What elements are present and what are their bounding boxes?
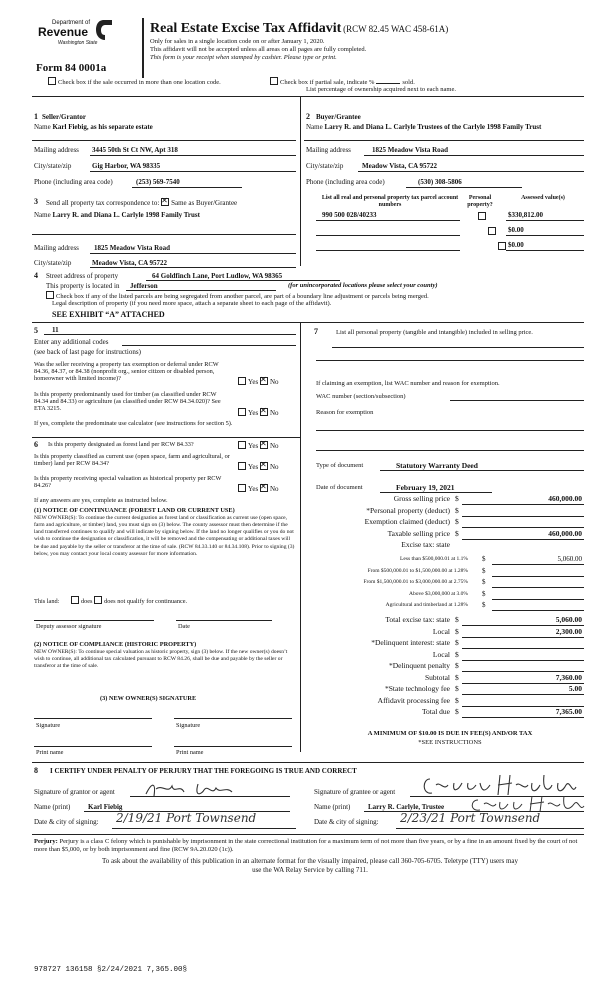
parcel-assessed-value[interactable]: $0.00 — [508, 241, 524, 249]
seller-name-label: Name — [34, 123, 51, 131]
property-county[interactable]: Jefferson — [130, 282, 158, 290]
tax-corr-row — [46, 198, 237, 207]
total-row-label: *Delinquent interest: state — [371, 638, 450, 647]
percentage-note: List percentage of ownership acquired next to each name. — [306, 86, 456, 93]
seller-city[interactable]: Gig Harbor, WA 98335 — [92, 162, 161, 170]
certify-text: I CERTIFY UNDER PENALTY OF PERJURY THAT THE FOREGOING IS TRUE AND CORRECT — [50, 767, 357, 775]
bracket-currency: $ — [482, 589, 486, 598]
q-historic-answer[interactable] — [238, 484, 279, 493]
owner-print-name-2: Print name — [176, 749, 204, 756]
parcel-col-account: List all real and personal property tax parcel account numbers — [321, 195, 459, 208]
no-label: No — [269, 409, 279, 417]
buyer-city-label: City/state/zip — [306, 162, 344, 170]
tax-row-label: *Personal property (deduct) — [366, 505, 450, 515]
buyer-mailing-label: Mailing address — [306, 146, 351, 154]
tax-row-currency: $ — [455, 528, 459, 538]
multi-location-check[interactable] — [48, 77, 221, 86]
no-label: No — [269, 463, 279, 471]
bracket-value[interactable]: 5,060.00 — [557, 555, 582, 563]
total-row-currency: $ — [455, 661, 459, 670]
total-row-value[interactable]: 7,360.00 — [555, 672, 582, 682]
grantee-date-label: Date & city of signing: — [314, 818, 379, 826]
owner-signature-label-2: Signature — [176, 722, 201, 729]
buyer-number: 2 — [306, 112, 310, 121]
see-instructions: *SEE INSTRUCTIONS — [418, 739, 482, 746]
form-rcw: (RCW 82.45 WAC 458-61A) — [343, 24, 449, 34]
total-row-label: Total excise tax: state — [385, 615, 450, 624]
sold-label: sold. — [402, 79, 415, 86]
perjury-notice — [34, 838, 584, 855]
buyer-city[interactable]: Meadow Vista, CA 95722 — [362, 162, 438, 170]
doc-type-label: Type of document — [316, 462, 364, 469]
if-any-note: If any answers are yes, complete as instructed below. — [34, 497, 168, 504]
total-row-currency: $ — [455, 626, 459, 636]
bracket-currency: $ — [482, 578, 486, 587]
yes-label: Yes — [248, 378, 259, 386]
grantee-date[interactable]: 2/23/21 Port Townsend — [400, 811, 541, 825]
minimum-note: A MINIMUM OF $10.00 IS DUE IN FEE(S) AND/OR TAX — [367, 730, 533, 737]
buyer-phone[interactable]: (530) 308-5806 — [418, 178, 462, 186]
grantor-signature-stroke-icon — [142, 780, 262, 800]
grantor-sig-label: Signature of grantor or agent — [34, 788, 115, 796]
form-number: Form 84 0001a — [36, 62, 107, 74]
total-row-currency: $ — [455, 684, 459, 693]
notice3-title: (3) NEW OWNER(S) SIGNATURE — [100, 695, 197, 702]
q-current-use-answer[interactable] — [238, 462, 279, 471]
revenue-logo — [34, 20, 114, 56]
q-forest-no-checkbox[interactable] — [260, 441, 268, 449]
exemption-label: If claiming an exemption, list WAC number and reason for exemption. — [316, 380, 500, 387]
q-exempt-no-checkbox[interactable] — [260, 377, 268, 385]
section5-code[interactable]: 11 — [52, 326, 59, 334]
tax-row-value[interactable]: 460,000.00 — [548, 528, 582, 538]
bracket-label: From $1,500,000.01 to $3,000,000.00 at 2.75% — [363, 579, 468, 586]
bracket-label: Agricultural and timberland at 1.28% — [385, 602, 468, 609]
does-not-checkbox[interactable] — [94, 596, 102, 604]
partial-sale-checkbox[interactable] — [270, 77, 278, 85]
does-not-label: does not qualify for continuance. — [104, 598, 188, 605]
unincorporated-note: (for unincorporated locations please select your county) — [288, 282, 438, 289]
recording-stamp: 978727 136158 §2/24/2021 7,365.00§ — [34, 966, 188, 974]
seller-number: 1 — [34, 112, 38, 121]
codes-note: (see back of last page for instructions) — [34, 348, 141, 356]
parcel-assessed-value[interactable]: $330,812.00 — [508, 211, 543, 219]
property-street[interactable]: 64 Goldfinch Lane, Port Ludlow, WA 98365 — [152, 272, 283, 280]
parcel-assessed-value[interactable]: $0.00 — [508, 226, 524, 234]
doc-date[interactable]: February 19, 2021 — [396, 483, 455, 492]
logo-dept-text: Department of — [52, 20, 91, 26]
grantee-name-label: Name (print) — [314, 803, 351, 811]
tax-corr-number: 3 — [34, 197, 38, 206]
seller-heading: Seller/Grantor — [42, 113, 86, 121]
this-land-label: This land: — [34, 598, 60, 605]
q-current-use: Is this property classified as current use (open space, farm and agricultural, or timber) land per RCW 84.34? — [34, 453, 230, 468]
multi-location-checkbox[interactable] — [48, 77, 56, 85]
q-timber-no-checkbox[interactable] — [260, 408, 268, 416]
doc-date-label: Date of document — [316, 484, 363, 491]
notice1-title: (1) NOTICE OF CONTINUANCE (FOREST LAND OR CURRENT USE) — [34, 507, 235, 514]
tax-corr-label: Send all property tax correspondence to: — [46, 199, 160, 207]
located-label: This property is located in — [46, 282, 120, 290]
buyer-name[interactable]: Larry R. and Diana L. Carlyle Trustees of the Carlyle 1998 Family Trust — [324, 123, 542, 131]
street-label: Street address of property — [46, 272, 119, 280]
buyer-phone-label: Phone (including area code) — [306, 178, 385, 186]
legal-description[interactable]: SEE EXHIBIT “A” ATTACHED — [52, 310, 165, 319]
parcel-col-assessed: Assessed value(s) — [521, 195, 565, 201]
bracket-label: From $500,000.01 to $1,500,000.00 at 1.28% — [367, 567, 468, 574]
total-row-currency: $ — [455, 695, 459, 705]
seller-name[interactable]: Karl Fiebig, as his separate estate — [52, 123, 153, 131]
no-label: No — [269, 442, 279, 450]
total-row-label: *State technology fee — [385, 684, 450, 693]
tax-row-label: Exemption claimed (deduct) — [364, 517, 450, 526]
grantor-name-label: Name (print) — [34, 803, 71, 811]
total-row-value[interactable]: 5.00 — [568, 684, 582, 693]
tax-row-label: Excise tax: state — [401, 540, 450, 549]
legal-note: Legal description of property (if you need more space, attach a separate sheet to each page of the affidavit). — [52, 300, 332, 307]
section7-number: 7 — [314, 327, 318, 336]
owner-signature-label-1: Signature — [36, 722, 61, 729]
segregated-note: Check box if any of the listed parcels are being segregated from another parcel, are part of a boundary line adjustment or parcels being merged. — [56, 293, 429, 300]
form-title — [150, 21, 448, 37]
deputy-signature-label: Deputy assessor signature — [36, 623, 102, 630]
section6-number: 6 — [34, 440, 38, 449]
buyer-name-row — [306, 123, 584, 131]
same-as-buyer-label: Same as Buyer/Grantee — [171, 199, 238, 207]
header-note-1: Only for sales in a single location code on or after January 1, 2020. — [150, 38, 325, 45]
tax-row-label: Gross selling price — [393, 494, 450, 503]
q-timber-yes-checkbox[interactable] — [238, 408, 246, 416]
q-exempt-yes-checkbox[interactable] — [238, 377, 246, 385]
q-historic: Is this property receiving special valuation as historical property per RCW 84.26? — [34, 475, 222, 490]
q-current-use-yes-checkbox[interactable] — [238, 462, 246, 470]
same-as-buyer-checkbox[interactable] — [161, 198, 169, 206]
total-row-label: Subtotal — [424, 672, 450, 682]
grantor-name[interactable]: Karl Fiebig — [88, 803, 123, 811]
total-row-value[interactable]: 5,060.00 — [555, 615, 582, 624]
total-row-currency: $ — [455, 649, 459, 659]
parcel-personal-checkbox[interactable] — [498, 242, 506, 250]
seller-phone[interactable]: (253) 569-7540 — [136, 178, 180, 186]
notice2-text: NEW OWNER(S): To continue special valuation as historic property, sign (3) below. If the new owner(s) doesn’t wish to continue, all additional tax calculated pursuant to RCW 84.26, shall be due and payable by the seller or transferor at the time of sale. — [34, 649, 288, 670]
total-row-currency: $ — [455, 707, 459, 716]
total-row-currency: $ — [455, 672, 459, 682]
no-label: No — [269, 485, 279, 493]
perjury-label: Perjury: — [34, 838, 58, 845]
tax-row-currency: $ — [455, 505, 459, 515]
personal-property-label: List all personal property (tangible and intangible) included in selling price. — [336, 329, 533, 336]
total-row-label: *Delinquent penalty — [388, 661, 450, 670]
parcel-account[interactable]: 990 500 028/40233 — [322, 211, 377, 219]
logo-revenue-text: Revenue — [38, 25, 89, 39]
grantee-sig-label: Signature of grantee or agent — [314, 788, 396, 796]
seller-name-row — [34, 123, 153, 131]
total-row-label: Local — [432, 626, 450, 636]
bracket-label: Less than $500,000.01 at 1.1% — [400, 556, 468, 562]
buyer-name-label: Name — [306, 123, 323, 131]
section5-number: 5 — [34, 326, 38, 335]
tax-corr-mailing-label: Mailing address — [34, 244, 79, 252]
total-row-currency: $ — [455, 615, 459, 624]
no-label: No — [269, 378, 279, 386]
reason-label: Reason for exemption — [316, 409, 374, 416]
total-row-label: Affidavit processing fee — [377, 695, 450, 705]
tax-row-value[interactable]: 460,000.00 — [548, 494, 582, 503]
notice1-text: NEW OWNER(S): To continue the current designation as forest land or classification as current use (open space, farm and agriculture, or timber) land, you must sign on (3) below. The county assessor must then determine if the land transferred continues to qualify and will indicate by signing below. If the land no longer qualifies or you do not wish to continue the designation or classification, it will be removed and the compensating or additional taxes will be due and payable by the seller or transferor at the time of sale. (RCW 84.33.140 or 84.34.108). Prior to signing (3) below, you may contact your local county assessor for more information. — [34, 515, 295, 557]
if-yes-note: If yes, complete the predominate use calculator (see instructions for section 5). — [34, 420, 233, 427]
does-checkbox[interactable] — [71, 596, 79, 604]
revenue-swoosh-icon — [95, 19, 113, 41]
seller-phone-label: Phone (including area code) — [34, 178, 113, 186]
seller-city-label: City/state/zip — [34, 162, 72, 170]
yes-label: Yes — [248, 463, 259, 471]
parcel-col-personal: Personal property? — [467, 195, 493, 208]
header-note-3: This form is your receipt when stamped by cashier. Please type or print. — [150, 54, 337, 61]
bracket-label: Above $3,000,000 at 3.0% — [409, 590, 468, 597]
property-number: 4 — [34, 271, 38, 280]
owner-print-name-1: Print name — [36, 749, 64, 756]
yes-label: Yes — [248, 485, 259, 493]
deputy-date-label: Date — [178, 623, 190, 630]
total-row-value[interactable]: 2,300.00 — [555, 626, 582, 636]
q-timber-answer[interactable] — [238, 408, 279, 417]
notice2-title: (2) NOTICE OF COMPLIANCE (HISTORIC PROPERTY) — [34, 641, 197, 648]
q-historic-no-checkbox[interactable] — [260, 484, 268, 492]
grantor-date[interactable]: 2/19/21 Port Townsend — [116, 811, 257, 825]
tax-corr-name-row — [34, 211, 200, 219]
codes-label: Enter any additional codes — [34, 338, 109, 346]
tax-corr-name-label: Name — [34, 211, 51, 219]
tax-corr-name[interactable]: Larry R. and Diana L. Carlyle 1998 Family Trust — [52, 211, 200, 219]
grantor-signature — [142, 780, 262, 805]
seller-mailing[interactable]: 3445 50th St Ct NW, Apt 318 — [92, 146, 178, 154]
q-exempt-answer[interactable] — [238, 377, 279, 386]
yes-label: Yes — [248, 409, 259, 417]
total-row-currency: $ — [455, 638, 459, 647]
doc-type[interactable]: Statutory Warranty Deed — [396, 461, 478, 470]
tax-row-currency: $ — [455, 517, 459, 526]
perjury-text: Perjury is a class C felony which is punishable by imprisonment in the state correctional institution for a maximum term of not more than five years, or by a fine in an amount fixed by the court of not more than $5,000, or by both imprisonment and fine (RCW 9A.20.020 (1c)). — [34, 838, 578, 854]
tax-corr-city[interactable]: Meadow Vista, CA 95722 — [92, 259, 168, 267]
q-forest-yes-checkbox[interactable] — [238, 441, 246, 449]
q-current-use-no-checkbox[interactable] — [260, 462, 268, 470]
bracket-currency: $ — [482, 566, 486, 575]
parcel-personal-checkbox[interactable] — [488, 227, 496, 235]
parcel-personal-checkbox[interactable] — [478, 212, 486, 220]
this-land-row — [34, 596, 187, 605]
buyer-mailing[interactable]: 1825 Meadow Vista Road — [372, 146, 449, 154]
grantor-date-label: Date & city of signing: — [34, 818, 99, 826]
segregated-checkbox[interactable] — [46, 291, 54, 299]
q-forest-answer[interactable] — [238, 441, 279, 450]
q-exempt: Was the seller receiving a property tax exemption or deferral under RCW 84.36, 84.37, or 84.38 (nonprofit org., senior citizen or disabled person, homeowner with limited income)? — [34, 361, 219, 383]
buyer-heading: Buyer/Grantee — [316, 113, 361, 121]
logo-state-text: Washington State — [58, 40, 98, 46]
tax-corr-mailing[interactable]: 1825 Meadow Vista Road — [94, 244, 171, 252]
yes-label: Yes — [248, 442, 259, 450]
total-row-value[interactable]: 7,365.00 — [555, 707, 582, 716]
partial-sale-label: Check box if partial sale, indicate % — [280, 79, 375, 86]
total-row-label: Local — [432, 649, 450, 659]
tax-row-currency: $ — [455, 494, 459, 503]
q-historic-yes-checkbox[interactable] — [238, 484, 246, 492]
total-row-label: Total due — [421, 707, 450, 716]
does-label: does — [80, 598, 93, 605]
availability-note: To ask about the availability of this publication in an alternate format for the visually impaired, please call 360-705-6705. Teletype (TTY) users may use the WA Relay Service by calling 711. — [101, 857, 519, 875]
grantee-name[interactable]: Larry R. Carlyle, Trustee — [368, 803, 445, 811]
bracket-currency: $ — [482, 601, 486, 610]
header-note-2: This affidavit will not be accepted unless all areas on all pages are fully completed. — [150, 46, 367, 53]
q-forest: Is this property designated as forest land per RCW 84.33? — [48, 441, 194, 448]
wac-label: WAC number (section/subsection) — [316, 393, 406, 400]
bracket-currency: $ — [482, 555, 486, 563]
tax-corr-city-label: City/state/zip — [34, 259, 72, 267]
seller-mailing-label: Mailing address — [34, 146, 79, 154]
form-title-text: Real Estate Excise Tax Affidavit — [150, 21, 342, 36]
q-timber: Is this property predominantly used for timber (as classified under RCW 84.34 and 84.33) or agriculture (as classified under RCW 84.34.020)? See ETA 3215. — [34, 391, 221, 413]
section8-number: 8 — [34, 766, 38, 775]
tax-row-label: Taxable selling price — [387, 528, 450, 538]
multi-location-label: Check box if the sale occurred in more than one location code. — [58, 79, 221, 86]
